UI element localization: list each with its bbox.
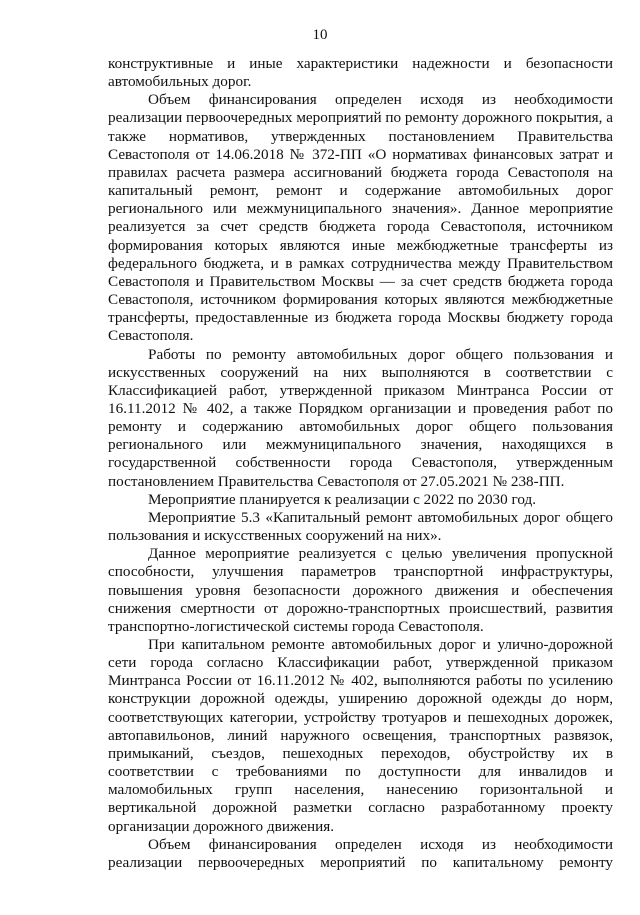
paragraph-measure-heading: Мероприятие 5.3 «Капитальный ремонт автомобильных дорог общего пользования и искусственных сооружений на них». (108, 508, 613, 545)
paragraph-continuation: конструктивные и иные характеристики надежности и безопасности автомобильных дорог. (108, 55, 613, 91)
paragraph-measure-goals: Данное мероприятие реализуется с целью увеличения пропускной способности, улучшения параметров транспортной инфраструктуры, повышения уровня безопасности дорожного движения и обеспечения снижения смертности от дорожно-транспортных происшествий, развития транспортно-логистической системы города Севастополя. (108, 545, 613, 635)
page-number: 10 (312, 27, 328, 43)
paragraph-capital-repair-works: При капитальном ремонте автомобильных дорог и улично-дорожной сети города согласно Классификации работ, утвержденной приказом Минтранса России от 16.11.2012 № 402, выполняются работы по усилению конструкции дорожной одежды, уширению дорожной одежды до норм, соответствующих категории, устройству тротуаров и пешеходных дорожек, автопавильонов, линий наружного освещения, транспортных развязок, примыканий, съездов, пешеходных переходов, обустройству их в соответствии с требованиями по доступности для инвалидов и маломобильных групп населения, нанесению горизонтальной и вертикальной дорожной разметки согласно разработанному проекту организации дорожного движения. (108, 636, 613, 835)
document-body (108, 55, 613, 872)
paragraph-schedule: Мероприятие планируется к реализации с 2022 по 2030 год. (148, 490, 537, 508)
paragraph-financing-capital: Объем финансирования определен исходя из необходимости реализации первоочередных мероприятий по капитальному ремонту (108, 835, 613, 871)
paragraph-repair-works: Работы по ремонту автомобильных дорог общего пользования и искусственных сооружений на них выполняются в соответствии с Классификацией работ, утвержденной приказом Минтранса России от 16.11.2012 № 402, а также Порядком организации и проведения работ по ремонту и содержанию автомобильных дорог общего пользования регионального или межмуниципального значения, находящихся в государственной собственности города Севастополя, утвержденным постановлением Правительства Севастополя от 27.05.2021 № 238-ПП. (108, 345, 613, 490)
paragraph-financing: Объем финансирования определен исходя из необходимости реализации первоочередных мероприятий по ремонту дорожного покрытия, а также нормативов, утвержденных постановлением Правительства Севастополя от 14.06.2018 № 372-ПП «О нормативах финансовых затрат и правилах расчета размера ассигнований бюджета города Севастополя на капитальный ремонт, ремонт и содержание автомобильных дорог регионального или межмуниципального значения». Данное мероприятие реализуется за счет средств бюджета города Севастополя, источником формирования которых являются иные межбюджетные трансферты из федерального бюджета, и в рамках сотрудничества между Правительством Севастополя и Правительством Москвы — за счет средств бюджета города Севастополя, источником формирования которых являются межбюджетные трансферты, предоставленные из бюджета города Москвы бюджету города Севастополя. (108, 91, 613, 345)
